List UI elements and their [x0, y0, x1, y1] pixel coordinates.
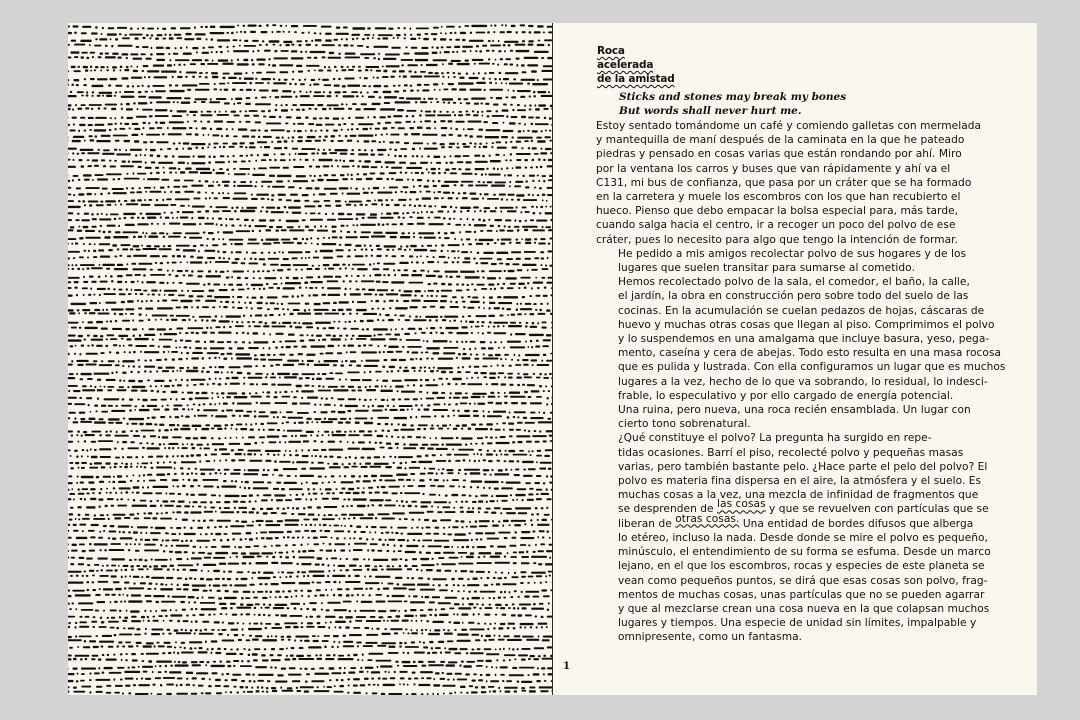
title-line: acelerada [597, 59, 654, 71]
text-line: huevo y muchas otras cosas que llegan al piso. Comprimimos el polvo [618, 318, 995, 331]
paragraph [596, 119, 996, 247]
text-line: vean como pequeños puntos, se dirá que esas cosas son polvo, frag- [618, 574, 988, 587]
text-fragment: y que se revuelven con partículas que se [765, 503, 989, 516]
text-line: Hemos recolectado polvo de la sala, el comedor, el baño, la calle, [618, 276, 970, 289]
text-line: muchas cosas a la vez, una mezcla de infinidad de fragmentos que [618, 489, 979, 502]
text-line: lejano, en el que los escombros, rocas y especies de este planeta se [618, 560, 985, 573]
epigraph [619, 90, 846, 119]
text-line: Estoy sentado tomándome un café y comiendo galletas con mermelada [596, 120, 982, 132]
epigraph-line: But words shall never hurt me. [619, 105, 802, 118]
text-line: He pedido a mis amigos recolectar polvo de sus hogares y de los [618, 247, 967, 260]
left-page [68, 23, 552, 695]
title-line: Roca [597, 45, 625, 57]
paragraph [596, 431, 996, 644]
text-line: cierto tono sobrenatural. [618, 418, 751, 431]
text-fragment: liberan de [618, 517, 676, 530]
text-line: mentos de muchas cosas, unas partículas que no se pueden agarrar [618, 588, 985, 601]
text-line: ¿Qué constituye el polvo? La pregunta ha surgido en repe- [618, 432, 932, 445]
text-line: que es pulida y lustrada. Con ella configuramos un lugar que es muchos [618, 361, 1006, 374]
text-line: varias, pero también bastante pelo. ¿Hace parte el pelo del polvo? El [618, 460, 988, 473]
dash-pattern-group [68, 24, 552, 695]
text-line: cocinas. En la acumulación se cuelan pedazos de hojas, cáscaras de [618, 304, 985, 317]
text-line: lugares que suelen transitar para sumarse al cometido. [618, 262, 915, 275]
text-line: lo etéreo, incluso la nada. Desde donde se mire el polvo es pequeño, [618, 531, 988, 544]
raised-phrase: las cosas [717, 498, 766, 511]
text-line [596, 512, 996, 531]
wavy-dash-illustration [68, 23, 552, 695]
paragraph [596, 275, 1006, 403]
text-line: omnipresente, como un fantasma. [618, 631, 803, 644]
text-line [596, 498, 996, 516]
paragraph [596, 247, 996, 275]
text-line: hueco. Pienso que debo empacar la bolsa especial para, más tarde, [596, 205, 959, 218]
text-line: lugares y tiempos. Una especie de unidad sin límites, impalpable y [618, 617, 977, 630]
text-line: tidas ocasiones. Barrí el piso, recolecté polvo y pequeñas masas [618, 446, 964, 459]
title-line: de la amistad [597, 73, 675, 85]
text-fragment: Una entidad de bordes difusos que alberga [739, 517, 974, 530]
text-line: piedras y pensado en cosas varias que están rondando por ahí. Miro [596, 148, 962, 161]
text-line: y mantequilla de maní después de la caminata en la que he pateado [596, 134, 965, 147]
text-line: y lo suspendemos en una amalgama que incluye basura, yeso, pega- [618, 333, 990, 346]
text-line: el jardín, la obra en construcción pero sobre todo del suelo de las [618, 290, 969, 303]
text-fragment: se desprenden de [618, 503, 718, 516]
text-line: frable, lo especulativo y por ello cargado de energía potencial. [618, 389, 954, 402]
text-line: cráter, pues lo necesito para algo que tengo la intención de formar. [596, 233, 958, 246]
paragraph [596, 403, 996, 431]
text-line: por la ventana los carros y buses que van rápidamente y ahí va el [596, 162, 951, 175]
text-line: polvo es materia fina dispersa en el aire, la atmósfera y el suelo. Es [618, 475, 982, 488]
text-line: en la carretera y muele los escombros con los que han recubierto el [596, 191, 961, 204]
epigraph-line: Sticks and stones may break my bones [619, 91, 847, 103]
chapter-title [597, 44, 675, 86]
text-line: cuando salga hacia el centro, ir a recoger un poco del polvo de ese [596, 219, 956, 232]
right-page [553, 23, 1037, 695]
text-line: y que al mezclarse crean una cosa nueva en la que colapsan muchos [618, 602, 990, 615]
text-line: lugares a la vez, hecho de lo que va sobrando, lo residual, lo indesci- [618, 375, 988, 388]
text-line: minúsculo, el entendimiento de su forma se esfuma. Desde un marco [618, 546, 991, 559]
text-line: C131, mi bus de confianza, que pasa por un cráter que se ha formado [596, 176, 972, 189]
body-text [596, 119, 1006, 645]
page-number: 1 [563, 661, 570, 672]
book-spread [68, 23, 1037, 695]
raised-phrase: otras cosas. [675, 512, 740, 525]
text-line: Una ruina, pero nueva, una roca recién ensamblada. Un lugar con [618, 404, 971, 417]
text-line: mento, caseína y cera de abejas. Todo esto resulta en una masa rocosa [618, 347, 1002, 360]
